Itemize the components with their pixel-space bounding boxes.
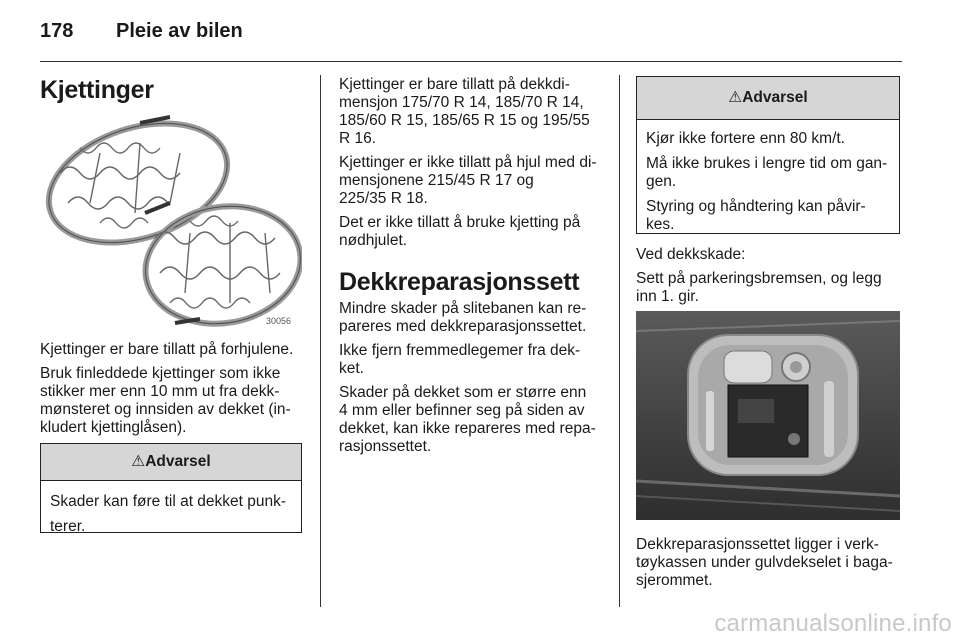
repair-kit-drawing [636,311,900,520]
text-line: dekket, kan ikke repareres med repa- [339,420,596,437]
text-line: Kjettinger er ikke tillatt på hjul med di- [339,154,597,171]
text-line: Mindre skader på slitebanen kan re- [339,300,587,317]
spare-wheel-paragraph [339,214,604,250]
text-line: R 16. [339,130,377,147]
text-line: terer. [50,518,86,535]
text-line: rasjonssettet. [339,438,432,455]
text-line: inn 1. gir. [636,288,699,305]
section-heading-kjettinger: Kjettinger [40,76,154,104]
warning-icon: ⚠ [131,453,146,470]
chapter-title: Pleie av bilen [116,20,243,42]
middle-column [339,76,604,456]
warning-box-left [40,443,302,533]
left-column-text [40,341,305,437]
text-line: 225/35 R 18. [339,190,428,207]
text-line: Må ikke brukes i lengre tid om gan- [646,155,888,172]
not-permitted-tire-sizes-paragraph [339,154,604,208]
text-line: gen. [646,173,677,190]
storage-location-paragraph [636,536,902,590]
parking-brake-paragraph [636,270,902,306]
left-column [40,76,302,105]
text-line: Ikke fjern fremmedlegemer fra dek- [339,342,581,359]
text-line: 4 mm eller befinner seg på siden av [339,402,585,419]
text-line: stikker mer enn 10 mm ut fra dekk- [40,383,280,400]
text-line: Bruk finleddede kjettinger som ikke [40,365,281,382]
header-rule [40,61,902,62]
text-line: kludert kjettinglåsen). [40,419,187,436]
text-line: sjerommet. [636,572,713,589]
figure-number: 30056 [266,316,292,326]
text-line: Skader på dekket som er større enn [339,384,587,401]
text-line: Skader kan føre til at dekket punk- [50,493,287,510]
foreign-objects-paragraph [339,342,604,378]
text-line: Sett på parkeringsbremsen, og legg [636,270,882,287]
text-line: 185/60 R 15, 185/65 R 15 og 195/55 [339,112,590,129]
warning-header [637,77,899,120]
section-heading-repair-kit: Dekkreparasjonssett [339,268,580,296]
column-divider-right [619,75,620,607]
text-line: tøykassen under gulvdekselet i baga- [636,554,893,571]
duration-text [646,155,890,191]
text-line: Det er ikke tillatt å bruke kjetting på [339,214,581,231]
snow-chains-illustration [40,113,302,330]
warning-icon: ⚠ [728,89,743,106]
warning-box-right [636,76,900,234]
text-line: nødhjulet. [339,232,408,249]
text-line: Dekkreparasjonssettet ligger i verk- [636,536,879,553]
warning-title: Advarsel [742,89,808,106]
warning-title: Advarsel [145,453,211,470]
text-line: mønsteret og innsiden av dekket (in- [40,401,291,418]
warning-body [637,120,899,234]
chains-front-only-text: Kjettinger er bare tillatt på forhjulene. [40,341,294,358]
text-line: Kjettinger er bare tillatt på dekkdi- [339,76,570,93]
text-line: pareres med dekkreparasjonssettet. [339,318,587,335]
watermark: carmanualsonline.info [714,610,952,637]
right-column-text [636,246,902,306]
warning-header [41,444,301,481]
permitted-tire-sizes-paragraph [339,76,604,148]
steering-text [646,198,890,234]
snow-chains-drawing [40,113,302,330]
text-line: mensjonene 215/45 R 17 og [339,172,534,189]
text-line: mensjon 175/70 R 14, 185/70 R 14, [339,94,584,111]
text-line: ket. [339,360,364,377]
text-line: Styring og håndtering kan påvir- [646,198,866,215]
large-damage-paragraph [339,384,604,456]
text-line: kes. [646,216,675,233]
repair-kit-photo [636,311,900,520]
page-number: 178 [40,20,74,42]
speed-limit-text: Kjør ikke fortere enn 80 km/t. [646,130,845,147]
warning-body [41,481,301,536]
column-divider-left [320,75,321,607]
minor-damage-paragraph [339,300,604,336]
tire-damage-label: Ved dekkskade: [636,246,746,263]
fine-link-chains-paragraph [40,365,305,437]
